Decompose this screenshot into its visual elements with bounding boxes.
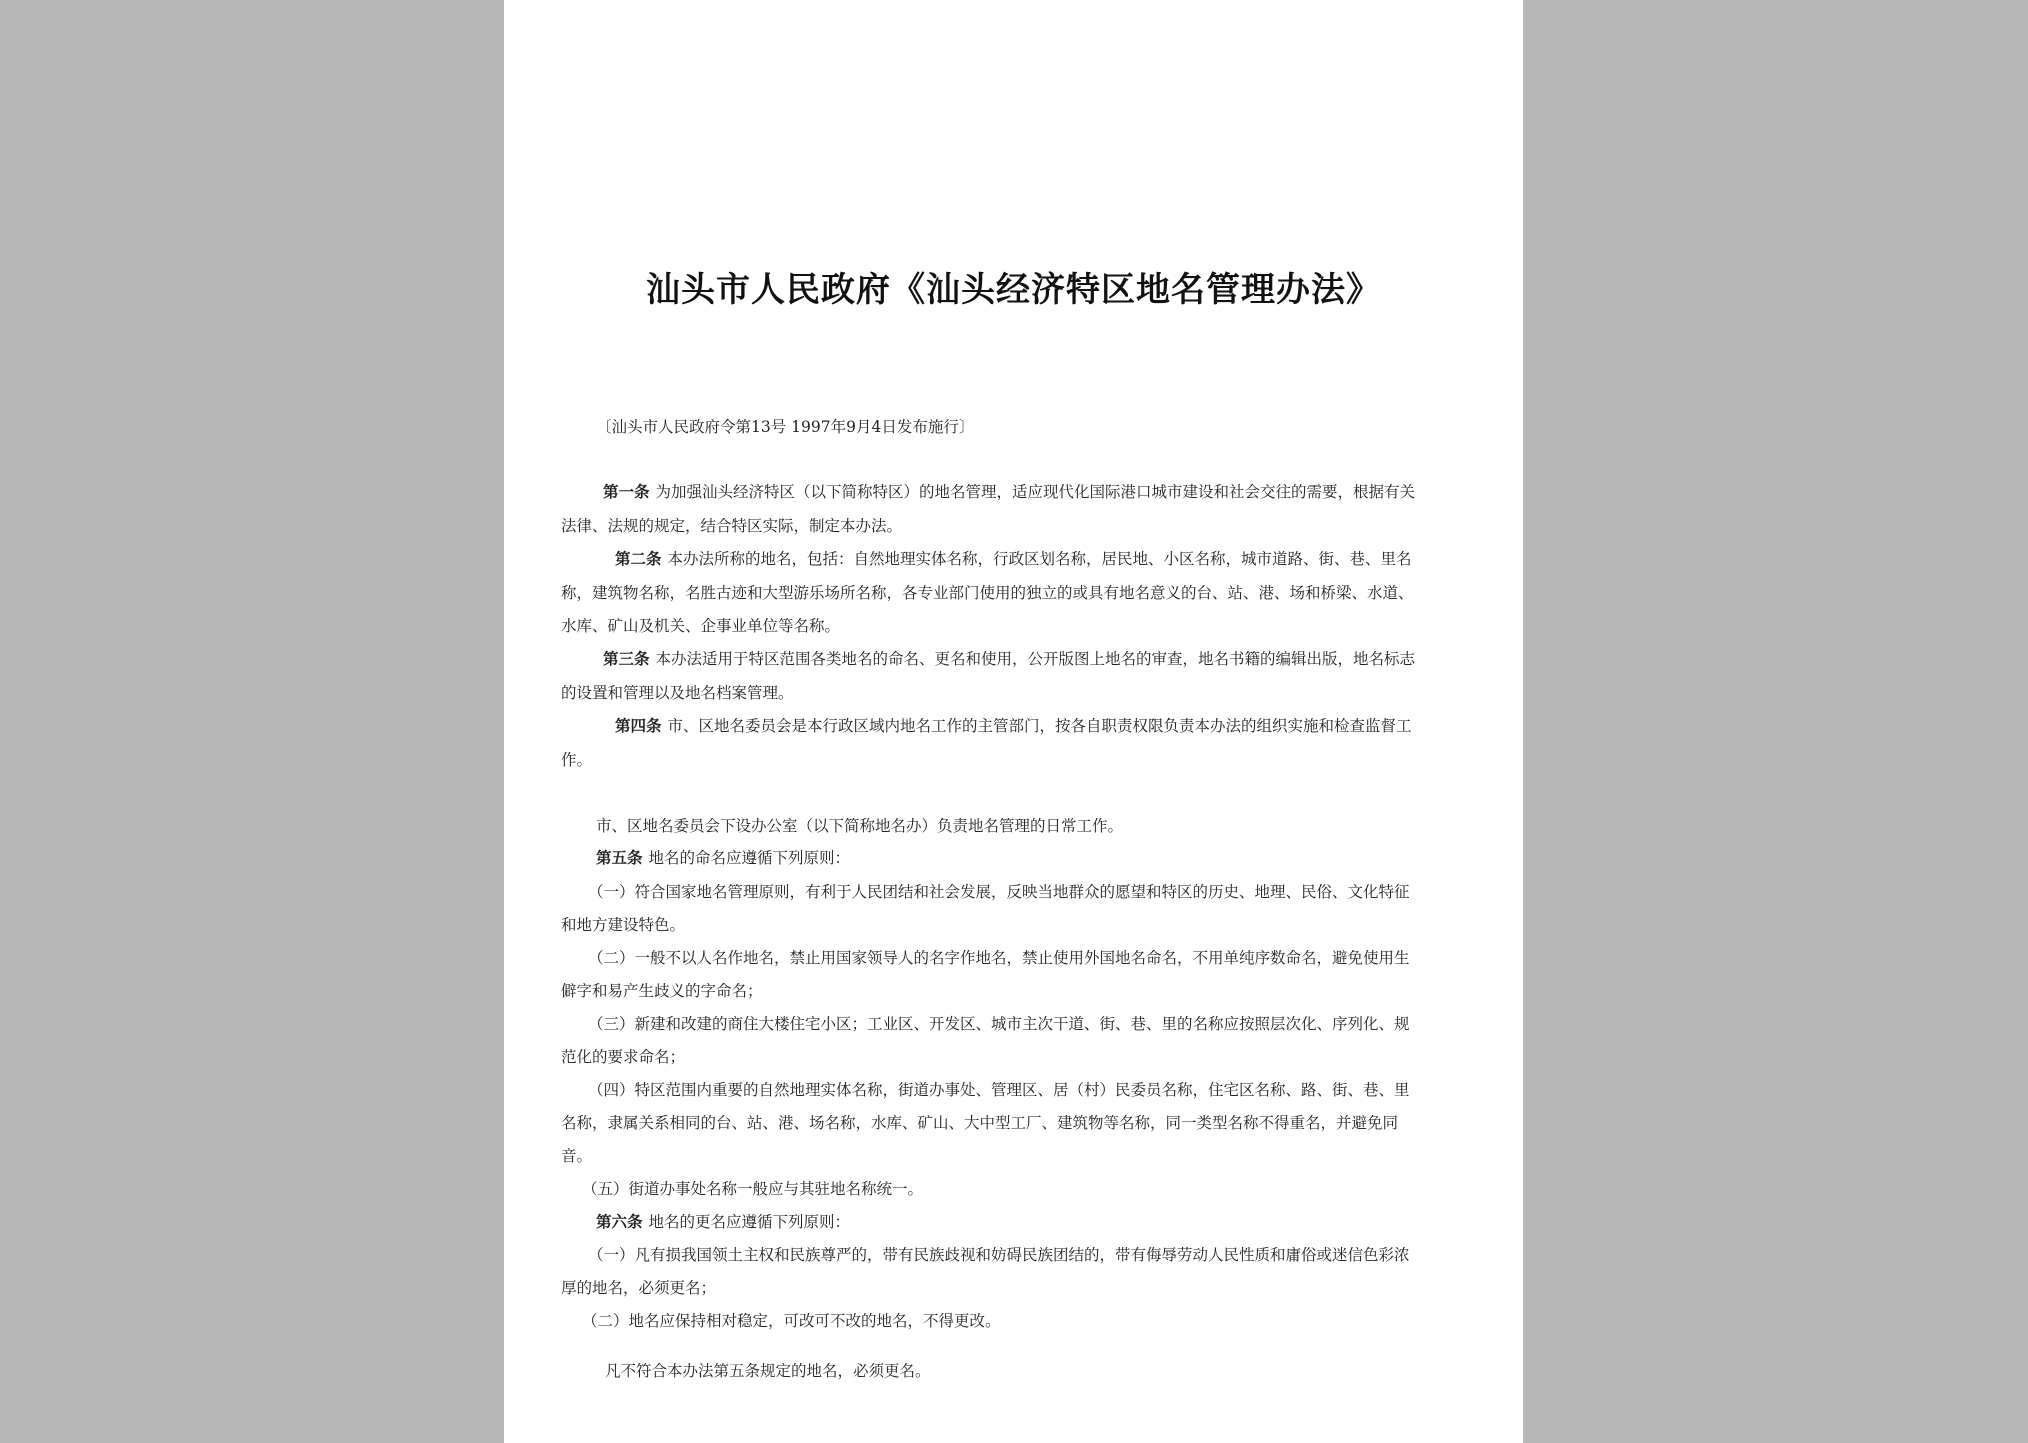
body-line [561,1113,1398,1133]
line-text: （四）特区范围内重要的自然地理实体名称，街道办事处、管理区、居（村）民委员名称，住宅区名称、路、街、巷、里 [588,1081,1410,1099]
line-text: 凡不符合本办法第五条规定的地名，必须更名。 [605,1362,931,1380]
article-heading: 第二条 [615,549,662,568]
line-text: （一）符合国家地名管理原则，有利于人民团结和社会发展，反映当地群众的愿望和特区的历史、地理、民俗、文化特征 [588,883,1410,901]
line-text: 名称，隶属关系相同的台、站、港、场名称，水库、矿山、大中型工厂、建筑物等名称，同一类型名称不得重名，并避免同 [561,1114,1399,1132]
line-text: 地名的命名应遵循下列原则： [648,849,851,867]
document-page [504,0,1523,1443]
article-heading: 第三条 [603,649,650,668]
line-text: 称，建筑物名称，名胜古迹和大型游乐场所名称，各专业部门使用的独立的或具有地名意义的台、站、港、场和桥梁、水道、 [561,584,1414,602]
body-line [615,716,1412,736]
line-text: （二）一般不以人名作地名，禁止用国家领导人的名字作地名，禁止使用外国地名命名，不用单纯序数命名，避免使用生 [588,949,1410,967]
body-line [561,915,685,935]
body-line [561,683,794,703]
body-line [596,1212,850,1232]
line-text: 和地方建设特色。 [561,916,686,934]
article-heading: 第六条 [596,1212,643,1231]
body-line [561,516,902,536]
body-line [582,1179,923,1199]
line-text: （五）街道办事处名称一般应与其驻地名称统一。 [582,1180,924,1198]
body-line [596,816,1123,836]
body-line [603,649,1415,669]
article-heading: 第五条 [596,848,643,867]
body-line [588,882,1410,902]
article-heading: 第四条 [615,716,662,735]
body-line [596,848,850,868]
body-line [588,1245,1410,1265]
line-text: （三）新建和改建的商住大楼住宅小区；工业区、开发区、城市主次干道、街、巷、里的名称应按照层次化、序列化、规 [588,1015,1410,1033]
body-line [588,1080,1410,1100]
body-line [561,1278,716,1298]
line-text: 本办法所称的地名，包括：自然地理实体名称，行政区划名称，居民地、小区名称，城市道路、街、巷、里名 [667,550,1412,568]
body-line [561,1047,685,1067]
body-line [603,482,1415,502]
body-line [588,948,1410,968]
line-text: 为加强汕头经济特区（以下简称特区）的地名管理，适应现代化国际港口城市建设和社会交往的需要，根据有关 [655,483,1416,501]
body-line [588,1014,1410,1034]
line-text: 市、区地名委员会是本行政区域内地名工作的主管部门，按各自职责权限负责本办法的组织实施和检查监督工 [667,717,1412,735]
line-text: 范化的要求命名； [561,1048,686,1066]
line-text: 本办法适用于特区范围各类地名的命名、更名和使用，公开版图上地名的审查，地名书籍的编辑出版，地名标志 [655,650,1416,668]
body-line [561,750,592,770]
line-text: 作。 [561,751,593,769]
body-line [615,549,1412,569]
document-title: 汕头市人民政府《汕头经济特区地名管理办法》 [646,270,1381,310]
line-text: 厚的地名，必须更名； [561,1279,717,1297]
line-text: （一）凡有损我国领土主权和民族尊严的，带有民族歧视和妨碍民族团结的，带有侮辱劳动人民性质和庸俗或迷信色彩浓 [588,1246,1410,1264]
body-line [561,1146,592,1166]
line-text: 的设置和管理以及地名档案管理。 [561,684,794,702]
line-text: 水库、矿山及机关、企事业单位等名称。 [561,617,841,635]
body-line [561,616,840,636]
line-text: 地名的更名应遵循下列原则： [648,1213,851,1231]
article-heading: 第一条 [603,482,650,501]
body-line [561,981,763,1001]
body-line [605,1361,931,1381]
decree-line: 〔汕头市人民政府令第13号 1997年9月4日发布施行〕 [596,418,975,436]
line-text: 僻字和易产生歧义的字命名； [561,982,763,1000]
line-text: 市、区地名委员会下设办公室（以下简称地名办）负责地名管理的日常工作。 [596,817,1124,835]
body-line [582,1311,1001,1331]
line-text: （二）地名应保持相对稳定，可改可不改的地名，不得更改。 [582,1312,1001,1330]
body-line [561,583,1414,603]
line-text: 法律、法规的规定，结合特区实际，制定本办法。 [561,517,903,535]
line-text: 音。 [561,1147,593,1165]
